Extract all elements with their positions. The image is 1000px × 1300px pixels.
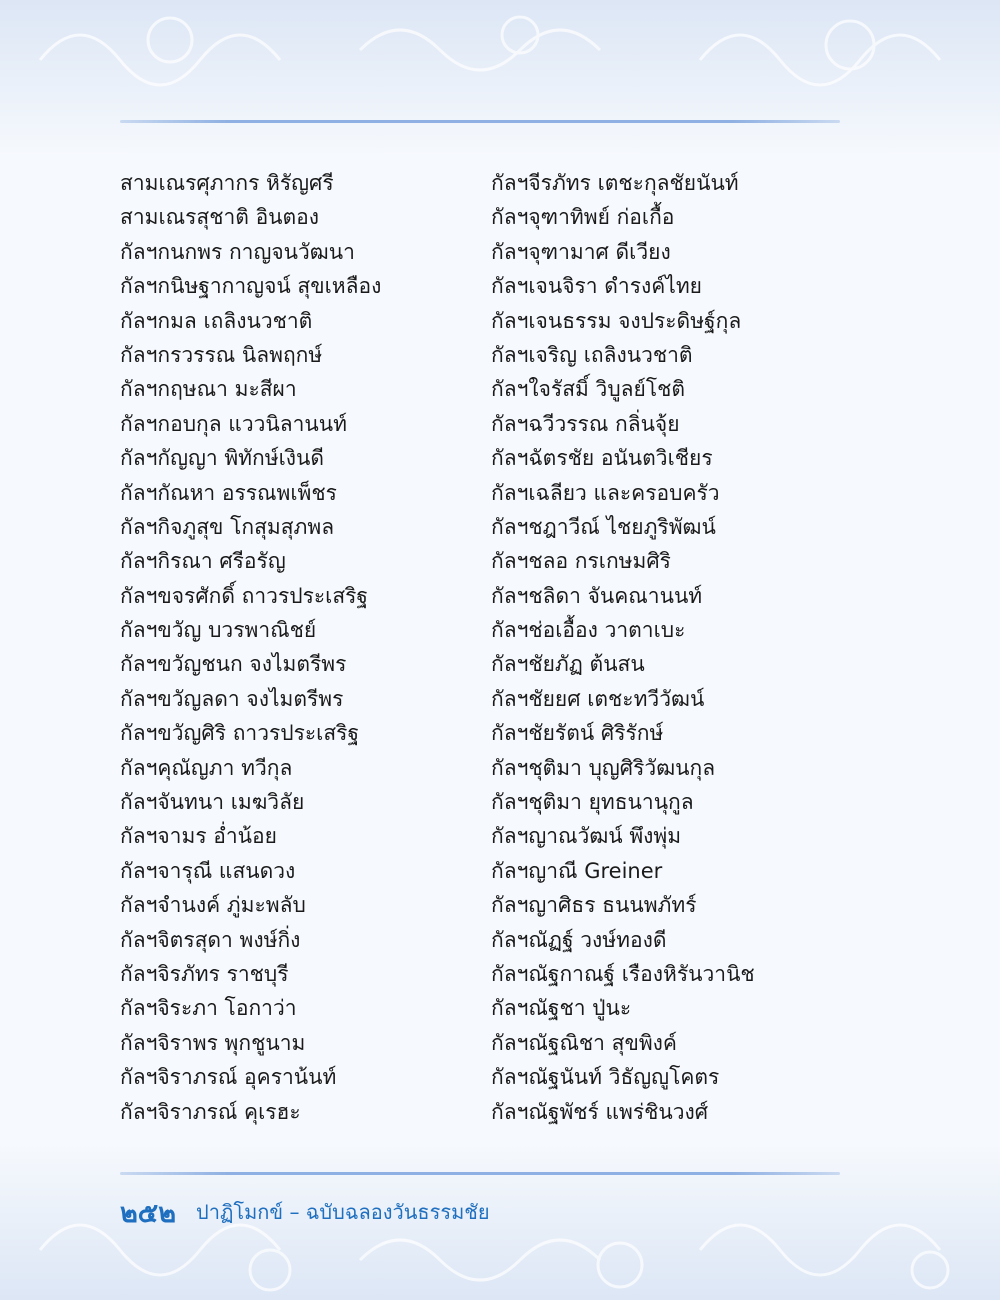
name-entry: กัลฯกมล เถลิงนวชาติ — [120, 308, 313, 333]
name-entry: กัลฯจิราภรณ์ อุคราน้นท์ — [120, 1065, 337, 1090]
name-entry: กัลฯขวัญชนก จงไมตรีพร — [120, 652, 347, 677]
name-entry: กัลฯชลอ กรเกษมศิริ — [491, 549, 671, 574]
name-entry: สามเณรสุชาติ อินตอง — [120, 205, 320, 230]
name-entry: กัลฯจำนงค์ ภู่มะพลับ — [120, 893, 306, 918]
name-entry: กัลฯกรวรรณ นิลพฤกษ์ — [120, 342, 323, 367]
bottom-divider — [120, 1172, 840, 1175]
name-entry: กัลฯขวัญศิริ ถาวรประเสริฐ — [120, 721, 360, 746]
name-entry: กัลฯกัญญา พิทักษ์เงินดี — [120, 446, 325, 471]
name-entry: กัลฯจีรภัทร เตชะกุลชัยนันท์ — [491, 171, 739, 195]
name-entry: กัลฯเจนธรรม จงประดิษฐ์กุล — [491, 308, 742, 333]
name-entry: กัลฯชุติมา บุญศิริวัฒนกุล — [491, 755, 716, 780]
name-entry: กัลฯกนกพร กาญจนวัฒนา — [120, 239, 355, 264]
name-entry: สามเณรศุภากร หิรัญศรี — [120, 171, 334, 195]
name-entry: กัลฯกิจภูสุข โกสุมสุภพล — [120, 514, 335, 539]
name-entry: กัลฯขวัญลดา จงไมตรีพร — [120, 686, 344, 711]
name-entry: กัลฯณัฐณิชา สุขพิงค์ — [491, 1030, 677, 1055]
name-entry: กัลฯชฎาวีณ์ ไชยภูริพัฒน์ — [491, 514, 716, 539]
name-entry: กัลฯเจริญ เถลิงนวชาติ — [491, 342, 693, 367]
name-entry: กัลฯกฤษณา มะสีผา — [120, 377, 297, 402]
name-entry: กัลฯจันทนา เมฆวิลัย — [120, 790, 305, 815]
name-entry: กัลฯณัฐพัชร์ แพร่ชินวงศ์ — [491, 1099, 709, 1124]
name-entry: กัลฯจามร อ่ำน้อย — [120, 824, 277, 849]
name-entry: กัลฯฉวีวรรณ กลิ่นจุ้ย — [491, 411, 680, 436]
name-entry: กัลฯจิราพร พุกชูนาม — [120, 1030, 306, 1055]
name-entry: กัลฯญาณวัฒน์ พึงพุ่ม — [491, 824, 682, 849]
name-entry: กัลฯกิรณา ศรีอรัญ — [120, 549, 286, 574]
name-entry: กัลฯณัฐกาณฐ์ เรืองหิรันวานิช — [491, 961, 755, 986]
name-entry: กัลฯณัฐชา ปู่นะ — [491, 996, 632, 1021]
name-entry: กัลฯคุณัญภา ทวีกุล — [120, 755, 293, 780]
name-entry: กัลฯจารุณี แสนดวง — [120, 858, 296, 883]
top-divider — [120, 120, 840, 123]
name-entry: กัลฯกัณหา อรรณพเพ็ชร — [120, 480, 337, 505]
name-entry: กัลฯชัยรัตน์ ศิริรักษ์ — [491, 721, 664, 746]
name-entry: กัลฯจิระภา โอกาว่า — [120, 996, 297, 1021]
name-entry: กัลฯจุฑาทิพย์ ก่อเกื้อ — [491, 205, 675, 230]
name-entry: กัลฯจิรภัทร ราชบุรี — [120, 961, 289, 986]
name-entry: กัลฯช่อเอื้อง วาตาเบะ — [491, 618, 686, 643]
name-entry: กัลฯขวัญ บวรพาณิชย์ — [120, 618, 317, 643]
name-entry: กัลฯจิตรสุดา พงษ์กิ่ง — [120, 927, 301, 952]
name-entry: กัลฯเจนจิรา ดำรงค์ไทย — [491, 274, 702, 299]
name-entry: กัลฯญาณี Greiner — [491, 858, 663, 883]
name-entry: กัลฯจิราภรณ์ คุเรฮะ — [120, 1099, 301, 1124]
name-entry: กัลฯใจรัสมิ์ วิบูลย์โชติ — [491, 377, 686, 402]
name-entry: กัลฯชลิดา จันคณานนท์ — [491, 583, 703, 608]
right-name-column — [491, 166, 851, 1129]
book-title: ปาฏิโมกข์ – ฉบับฉลองวันธรรมชัย — [196, 1200, 490, 1224]
name-entry: กัลฯขจรศักดิ์ ถาวรประเสริฐ — [120, 583, 369, 608]
page-number: ๒๕๒ — [120, 1197, 177, 1229]
name-entry: กัลฯชุติมา ยุทธนานุกูล — [491, 790, 694, 815]
name-entry: กัลฯณัฐนันท์ วิธัญญูโคตร — [491, 1065, 720, 1090]
page-footer — [120, 1192, 490, 1232]
left-name-column — [120, 166, 480, 1129]
name-entry: กัลฯชัยภัฏ ต้นสน — [491, 652, 645, 677]
name-entry: กัลฯจุฑามาศ ดีเวียง — [491, 239, 671, 264]
name-entry: กัลฯกอบกุล แววนิลานนท์ — [120, 411, 347, 436]
name-entry: กัลฯณัฏฐ์ วงษ์ทองดี — [491, 927, 667, 952]
name-entry: กัลฯฉัตรชัย อนันตวิเชียร — [491, 446, 713, 471]
name-entry: กัลฯกนิษฐากาญจน์ สุขเหลือง — [120, 274, 382, 299]
name-entry: กัลฯเฉลียว และครอบครัว — [491, 480, 720, 505]
name-entry: กัลฯญาศิธร ธนนพภัทร์ — [491, 893, 697, 918]
name-entry: กัลฯชัยยศ เตชะทวีวัฒน์ — [491, 686, 705, 711]
